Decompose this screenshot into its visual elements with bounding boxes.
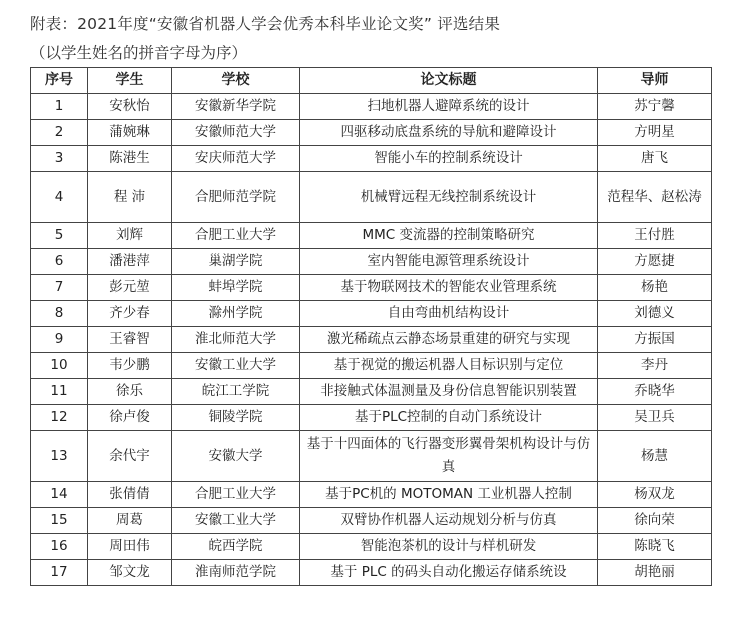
table-row [31, 120, 712, 146]
table-row [31, 431, 712, 482]
cell-student: 齐少春 [88, 301, 172, 327]
table-row [31, 508, 712, 534]
cell-student: 邹文龙 [88, 560, 172, 586]
cell-advisor: 刘德义 [598, 301, 712, 327]
header-index: 序号 [31, 68, 88, 94]
cell-student: 周田伟 [88, 534, 172, 560]
header-advisor: 导师 [598, 68, 712, 94]
table-row [31, 223, 712, 249]
table-header-row [31, 68, 712, 94]
cell-student: 余代宇 [88, 431, 172, 482]
cell-school: 淮北师范大学 [172, 327, 300, 353]
cell-school: 滁州学院 [172, 301, 300, 327]
cell-student: 刘辉 [88, 223, 172, 249]
header-student: 学生 [88, 68, 172, 94]
table-row [31, 379, 712, 405]
cell-index: 8 [31, 301, 88, 327]
page-subtitle: （以学生姓名的拼音字母为序） [30, 44, 248, 62]
cell-thesis-title: 智能泡茶机的设计与样机研发 [300, 534, 598, 560]
table-row [31, 482, 712, 508]
cell-student: 周葛 [88, 508, 172, 534]
cell-student: 程 沛 [88, 172, 172, 223]
table-row [31, 353, 712, 379]
cell-thesis-title: 基于PLC控制的自动门系统设计 [300, 405, 598, 431]
cell-advisor: 方明星 [598, 120, 712, 146]
cell-student: 安秋怡 [88, 94, 172, 120]
cell-index: 15 [31, 508, 88, 534]
cell-school: 铜陵学院 [172, 405, 300, 431]
cell-advisor: 杨双龙 [598, 482, 712, 508]
cell-advisor: 杨慧 [598, 431, 712, 482]
cell-student: 蒲婉琳 [88, 120, 172, 146]
cell-advisor: 胡艳丽 [598, 560, 712, 586]
cell-school: 安庆师范大学 [172, 146, 300, 172]
cell-advisor: 王付胜 [598, 223, 712, 249]
table-row [31, 146, 712, 172]
table-row [31, 560, 712, 586]
cell-advisor: 方愿捷 [598, 249, 712, 275]
cell-thesis-title: 自由弯曲机结构设计 [300, 301, 598, 327]
table-row [31, 405, 712, 431]
cell-advisor: 乔晓华 [598, 379, 712, 405]
table-row [31, 534, 712, 560]
table-row [31, 172, 712, 223]
cell-thesis-title: 基于物联网技术的智能农业管理系统 [300, 275, 598, 301]
cell-advisor: 苏宁馨 [598, 94, 712, 120]
cell-thesis-title: 双臂协作机器人运动规划分析与仿真 [300, 508, 598, 534]
cell-school: 安徽新华学院 [172, 94, 300, 120]
cell-index: 17 [31, 560, 88, 586]
cell-school: 安徽工业大学 [172, 508, 300, 534]
cell-school: 蚌埠学院 [172, 275, 300, 301]
cell-thesis-title: 非接触式体温测量及身份信息智能识别装置 [300, 379, 598, 405]
cell-school: 皖江工学院 [172, 379, 300, 405]
cell-thesis-title: 基于视觉的搬运机器人目标识别与定位 [300, 353, 598, 379]
cell-index: 9 [31, 327, 88, 353]
cell-index: 13 [31, 431, 88, 482]
cell-index: 6 [31, 249, 88, 275]
cell-thesis-title: 智能小车的控制系统设计 [300, 146, 598, 172]
cell-student: 张倩倩 [88, 482, 172, 508]
cell-thesis-title: 基于 PLC 的码头自动化搬运存储系统设 [300, 560, 598, 586]
cell-student: 彭元堃 [88, 275, 172, 301]
cell-advisor: 陈晓飞 [598, 534, 712, 560]
cell-thesis-title: 四驱移动底盘系统的导航和避障设计 [300, 120, 598, 146]
cell-index: 10 [31, 353, 88, 379]
table-row [31, 249, 712, 275]
cell-student: 陈港生 [88, 146, 172, 172]
page-title: 附表：2021年度“安徽省机器人学会优秀本科毕业论文奖” 评选结果 [30, 15, 501, 33]
cell-index: 7 [31, 275, 88, 301]
cell-student: 徐乐 [88, 379, 172, 405]
cell-index: 5 [31, 223, 88, 249]
cell-student: 徐卢俊 [88, 405, 172, 431]
cell-student: 韦少鹏 [88, 353, 172, 379]
table-row [31, 327, 712, 353]
cell-advisor: 唐飞 [598, 146, 712, 172]
header-thesis-title: 论文标题 [300, 68, 598, 94]
results-table [30, 67, 712, 586]
cell-thesis-title: 基于十四面体的飞行器变形翼骨架机构设计与仿真 [300, 431, 598, 482]
cell-index: 16 [31, 534, 88, 560]
cell-index: 2 [31, 120, 88, 146]
cell-thesis-title: 机械臂远程无线控制系统设计 [300, 172, 598, 223]
cell-school: 安徽大学 [172, 431, 300, 482]
cell-advisor: 范程华、赵松涛 [598, 172, 712, 223]
cell-index: 3 [31, 146, 88, 172]
cell-student: 王睿智 [88, 327, 172, 353]
cell-school: 巢湖学院 [172, 249, 300, 275]
cell-student: 潘港萍 [88, 249, 172, 275]
cell-school: 合肥师范学院 [172, 172, 300, 223]
cell-school: 皖西学院 [172, 534, 300, 560]
cell-school: 淮南师范学院 [172, 560, 300, 586]
cell-index: 1 [31, 94, 88, 120]
cell-advisor: 徐向荣 [598, 508, 712, 534]
cell-school: 合肥工业大学 [172, 482, 300, 508]
cell-advisor: 吴卫兵 [598, 405, 712, 431]
cell-index: 11 [31, 379, 88, 405]
cell-thesis-title: 基于PC机的 MOTOMAN 工业机器人控制 [300, 482, 598, 508]
cell-thesis-title: 扫地机器人避障系统的设计 [300, 94, 598, 120]
cell-school: 安徽师范大学 [172, 120, 300, 146]
cell-advisor: 方振国 [598, 327, 712, 353]
cell-thesis-title: MMC 变流器的控制策略研究 [300, 223, 598, 249]
cell-thesis-title: 室内智能电源管理系统设计 [300, 249, 598, 275]
table-row [31, 94, 712, 120]
cell-thesis-title: 激光稀疏点云静态场景重建的研究与实现 [300, 327, 598, 353]
cell-school: 安徽工业大学 [172, 353, 300, 379]
cell-index: 4 [31, 172, 88, 223]
table-row [31, 301, 712, 327]
cell-school: 合肥工业大学 [172, 223, 300, 249]
table-row [31, 275, 712, 301]
cell-advisor: 杨艳 [598, 275, 712, 301]
header-school: 学校 [172, 68, 300, 94]
cell-index: 12 [31, 405, 88, 431]
cell-advisor: 李丹 [598, 353, 712, 379]
table-body [31, 94, 712, 586]
cell-index: 14 [31, 482, 88, 508]
